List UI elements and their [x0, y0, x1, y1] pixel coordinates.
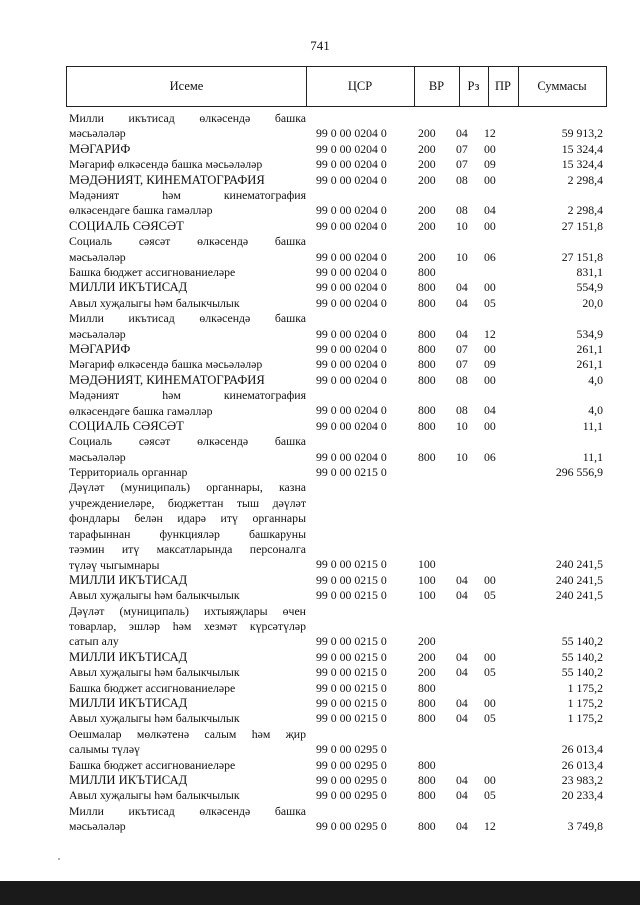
- row-csr: 99 0 00 0295 0: [316, 772, 387, 787]
- row-csr: 99 0 00 0204 0: [316, 126, 387, 141]
- row-name: [69, 388, 306, 419]
- row-name-line: Милли икътисад өлкәсендә башка: [69, 111, 306, 125]
- row-name-line: МИЛЛИ ИКЪТИСАД: [69, 280, 188, 295]
- table-header: [66, 66, 607, 107]
- row-sum: 26 013,4: [561, 757, 603, 772]
- row-pr: 05: [484, 665, 496, 680]
- row-vr: 800: [418, 357, 436, 372]
- row-name: [69, 234, 306, 265]
- row-sum: 11,1: [582, 449, 603, 464]
- row-pr: 06: [484, 249, 496, 264]
- row-name-line: Милли икътисад өлкәсендә башка: [69, 311, 306, 326]
- row-rz: 08: [456, 172, 468, 187]
- row-name-line: Мәдәният һәм кинематография: [69, 388, 306, 403]
- table-row: [66, 465, 607, 480]
- row-sum: 296 556,9: [555, 465, 603, 480]
- row-name: [69, 419, 306, 434]
- row-vr: 200: [418, 634, 436, 649]
- row-pr: 06: [484, 449, 496, 464]
- table-row: [66, 588, 607, 603]
- row-csr: 99 0 00 0204 0: [316, 157, 387, 172]
- row-sum: 20,0: [582, 295, 603, 310]
- row-name: [69, 111, 306, 142]
- row-vr: 200: [418, 203, 436, 218]
- row-rz: 10: [456, 449, 468, 464]
- row-name: [69, 465, 306, 480]
- row-name-line: сатып алу: [69, 634, 119, 649]
- row-csr: 99 0 00 0215 0: [316, 711, 387, 726]
- row-pr: 00: [484, 341, 496, 356]
- row-sum: 27 151,8: [561, 218, 603, 233]
- row-csr: 99 0 00 0204 0: [316, 280, 387, 295]
- scan-bottom-edge: [0, 881, 640, 905]
- row-name-line: Мәдәният һәм кинематография: [69, 187, 306, 202]
- header-rz: Рз: [459, 67, 489, 106]
- row-name: [69, 296, 306, 311]
- row-name-line: Башка бюджет ассигнованиеләре: [69, 264, 236, 279]
- row-name-line: өлкәсендәге башка гамәлләр: [69, 203, 213, 218]
- row-rz: 04: [456, 665, 468, 680]
- row-vr: 800: [418, 695, 436, 710]
- table-row: [66, 419, 607, 434]
- row-name-line: Социаль сәясәт өлкәсендә башка: [69, 234, 306, 249]
- row-pr: 00: [484, 141, 496, 156]
- row-sum: 1 175,2: [567, 711, 603, 726]
- row-pr: 12: [484, 326, 496, 341]
- row-name-line: МИЛЛИ ИКЪТИСАД: [69, 696, 188, 710]
- row-vr: 800: [418, 449, 436, 464]
- row-vr: 800: [418, 757, 436, 772]
- row-name: [69, 311, 306, 342]
- row-sum: 1 175,2: [567, 680, 603, 695]
- row-csr: 99 0 00 0215 0: [316, 634, 387, 649]
- table-row: [66, 280, 607, 295]
- row-name-line: Авыл хуҗалыгы һәм балыкчылык: [69, 788, 240, 803]
- row-name: [69, 142, 306, 157]
- row-sum: 4,0: [588, 403, 603, 418]
- row-csr: 99 0 00 0215 0: [316, 680, 387, 695]
- row-name-line: Авыл хуҗалыгы һәм балыкчылык: [69, 711, 240, 726]
- table-row: [66, 357, 607, 372]
- row-pr: 00: [484, 172, 496, 187]
- row-name: [69, 711, 306, 726]
- row-name-line: МИЛЛИ ИКЪТИСАД: [69, 649, 188, 664]
- row-name: [69, 727, 306, 758]
- row-name-line: мәсьәләләр: [69, 126, 126, 141]
- row-sum: 240 241,5: [555, 572, 603, 587]
- row-rz: 04: [456, 695, 468, 710]
- row-csr: 99 0 00 0204 0: [316, 264, 387, 279]
- table-row: [66, 665, 607, 680]
- row-pr: 09: [484, 157, 496, 172]
- row-name-line: Оешмалар мөлкәтенә салым һәм җир: [69, 726, 306, 741]
- row-name-line: Дәүләт (муниципаль) органнары, казна: [69, 480, 306, 495]
- row-rz: 04: [456, 126, 468, 141]
- row-sum: 15 324,4: [561, 157, 603, 172]
- row-rz: 10: [456, 249, 468, 264]
- row-name-line: МИЛЛИ ИКЪТИСАД: [69, 572, 188, 587]
- row-vr: 800: [418, 341, 436, 356]
- row-sum: 2 298,4: [567, 203, 603, 218]
- row-vr: 800: [418, 326, 436, 341]
- row-name: [69, 588, 306, 603]
- table-row: [66, 650, 607, 665]
- row-vr: 200: [418, 126, 436, 141]
- row-pr: 00: [484, 695, 496, 710]
- row-sum: 2 298,4: [567, 172, 603, 187]
- table-row: [66, 788, 607, 803]
- row-csr: 99 0 00 0204 0: [316, 418, 387, 433]
- row-sum: 1 175,2: [567, 695, 603, 710]
- row-name: [69, 604, 306, 650]
- table-row: [66, 311, 607, 342]
- row-rz: 04: [456, 772, 468, 787]
- row-vr: 800: [418, 280, 436, 295]
- row-vr: 800: [418, 680, 436, 695]
- table-row: [66, 573, 607, 588]
- row-csr: 99 0 00 0295 0: [316, 788, 387, 803]
- row-csr: 99 0 00 0204 0: [316, 141, 387, 156]
- row-csr: 99 0 00 0204 0: [316, 403, 387, 418]
- row-sum: 55 140,2: [561, 665, 603, 680]
- row-csr: 99 0 00 0204 0: [316, 341, 387, 356]
- row-rz: 04: [456, 649, 468, 664]
- row-csr: 99 0 00 0204 0: [316, 372, 387, 387]
- row-name: [69, 342, 306, 357]
- row-sum: 3 749,8: [567, 819, 603, 834]
- row-rz: 08: [456, 372, 468, 387]
- table-row: [66, 265, 607, 280]
- row-rz: 10: [456, 418, 468, 433]
- row-pr: 12: [484, 819, 496, 834]
- row-sum: 15 324,4: [561, 141, 603, 156]
- table-row: [66, 111, 607, 142]
- row-vr: 200: [418, 218, 436, 233]
- row-rz: 08: [456, 403, 468, 418]
- row-rz: 07: [456, 357, 468, 372]
- row-rz: 04: [456, 326, 468, 341]
- row-rz: 04: [456, 819, 468, 834]
- row-vr: 800: [418, 418, 436, 433]
- row-sum: 4,0: [588, 372, 603, 387]
- row-name-line: Территориаль органнар: [69, 465, 188, 480]
- row-name-line: Башка бюджет ассигнованиеләре: [69, 680, 236, 695]
- row-csr: 99 0 00 0204 0: [316, 326, 387, 341]
- row-name: [69, 280, 306, 295]
- row-csr: 99 0 00 0295 0: [316, 819, 387, 834]
- header-csr: ЦСР: [306, 67, 415, 106]
- row-pr: 05: [484, 788, 496, 803]
- row-name: [69, 665, 306, 680]
- row-name-line: учреждениеләре, бюджеттан тыш дәүләт: [69, 495, 306, 510]
- row-csr: 99 0 00 0204 0: [316, 357, 387, 372]
- row-sum: 534,9: [576, 326, 603, 341]
- row-name: [69, 480, 306, 572]
- row-sum: 20 233,4: [561, 788, 603, 803]
- row-name-line: товарлар, эшләр һәм хезмәт күрсәтүләр: [69, 619, 306, 634]
- row-vr: 800: [418, 403, 436, 418]
- row-sum: 554,9: [576, 280, 603, 295]
- row-vr: 200: [418, 172, 436, 187]
- row-name: [69, 773, 306, 788]
- row-csr: 99 0 00 0215 0: [316, 695, 387, 710]
- row-vr: 200: [418, 249, 436, 264]
- row-sum: 261,1: [576, 341, 603, 356]
- row-rz: 04: [456, 711, 468, 726]
- row-name: [69, 804, 306, 835]
- row-sum: 240 241,5: [555, 588, 603, 603]
- row-vr: 800: [418, 295, 436, 310]
- row-name-line: Башка бюджет ассигнованиеләре: [69, 757, 236, 772]
- row-csr: 99 0 00 0215 0: [316, 557, 387, 572]
- row-name: [69, 188, 306, 219]
- table-row: [66, 696, 607, 711]
- row-rz: 04: [456, 572, 468, 587]
- row-pr: 05: [484, 711, 496, 726]
- table-row: [66, 173, 607, 188]
- row-pr: 04: [484, 403, 496, 418]
- row-name: [69, 650, 306, 665]
- table-row: [66, 219, 607, 234]
- row-rz: 04: [456, 295, 468, 310]
- header-pr: ПР: [488, 67, 519, 106]
- row-rz: 04: [456, 280, 468, 295]
- table-row: [66, 234, 607, 265]
- row-name-line: мәсьәләләр: [69, 249, 126, 264]
- row-vr: 800: [418, 819, 436, 834]
- table-row: [66, 804, 607, 835]
- row-pr: 09: [484, 357, 496, 372]
- row-name: [69, 758, 306, 773]
- row-rz: 07: [456, 341, 468, 356]
- row-rz: 04: [456, 588, 468, 603]
- table-row: [66, 758, 607, 773]
- table-row: [66, 727, 607, 758]
- table-row: [66, 434, 607, 465]
- table-row: [66, 388, 607, 419]
- table-body: [66, 111, 607, 835]
- row-rz: 07: [456, 141, 468, 156]
- row-name: [69, 573, 306, 588]
- scan-speck: [58, 858, 60, 860]
- row-name-line: МӘГАРИФ: [69, 141, 131, 156]
- row-vr: 200: [418, 649, 436, 664]
- table-row: [66, 142, 607, 157]
- row-name-line: МӘГАРИФ: [69, 341, 131, 356]
- row-name-line: мәсьәләләр: [69, 449, 126, 464]
- row-name: [69, 173, 306, 188]
- row-pr: 12: [484, 126, 496, 141]
- row-sum: 831,1: [576, 264, 603, 279]
- row-csr: 99 0 00 0215 0: [316, 649, 387, 664]
- row-sum: 55 140,2: [561, 634, 603, 649]
- row-name-line: Авыл хуҗалыгы һәм балыкчылык: [69, 588, 240, 603]
- row-name-line: тарафыннан функцияләр башкаруны: [69, 526, 306, 541]
- table-row: [66, 188, 607, 219]
- row-name: [69, 696, 306, 711]
- row-name-line: салымы түләү: [69, 742, 140, 757]
- header-sum: Суммасы: [537, 79, 587, 93]
- row-name-line: түләү чыгымнары: [69, 557, 160, 572]
- row-sum: 27 151,8: [561, 249, 603, 264]
- table-row: [66, 480, 607, 572]
- row-pr: 00: [484, 218, 496, 233]
- row-name-line: Авыл хуҗалыгы һәм балыкчылык: [69, 295, 240, 310]
- row-sum: 59 913,2: [561, 126, 603, 141]
- row-vr: 800: [418, 788, 436, 803]
- row-name-line: тәэмин итү максатларында персоналга: [69, 542, 306, 557]
- row-name: [69, 788, 306, 803]
- table-row: [66, 157, 607, 172]
- row-pr: 04: [484, 203, 496, 218]
- row-csr: 99 0 00 0204 0: [316, 295, 387, 310]
- row-name: [69, 265, 306, 280]
- row-pr: 00: [484, 372, 496, 387]
- row-vr: 100: [418, 588, 436, 603]
- table-row: [66, 681, 607, 696]
- row-csr: 99 0 00 0295 0: [316, 757, 387, 772]
- row-sum: 23 983,2: [561, 772, 603, 787]
- row-pr: 00: [484, 418, 496, 433]
- table-row: [66, 342, 607, 357]
- row-name-line: СОЦИАЛЬ СӘЯСӘТ: [69, 218, 184, 233]
- row-name-line: мәсьәләләр: [69, 326, 126, 341]
- row-pr: 00: [484, 649, 496, 664]
- table-row: [66, 773, 607, 788]
- row-name-line: мәсьәләләр: [69, 819, 126, 834]
- row-name: [69, 373, 306, 388]
- row-rz: 04: [456, 788, 468, 803]
- row-name: [69, 681, 306, 696]
- row-rz: 08: [456, 203, 468, 218]
- row-rz: 10: [456, 218, 468, 233]
- row-csr: 99 0 00 0204 0: [316, 172, 387, 187]
- row-pr: 05: [484, 588, 496, 603]
- row-name-line: МӘДӘНИЯТ, КИНЕМАТОГРАФИЯ: [69, 172, 265, 187]
- row-name-line: МИЛЛИ ИКЪТИСАД: [69, 772, 188, 787]
- row-csr: 99 0 00 0204 0: [316, 249, 387, 264]
- row-name-line: Дәүләт (муниципаль) ихтыяҗлары өчен: [69, 603, 306, 618]
- row-name-line: Социаль сәясәт өлкәсендә башка: [69, 434, 306, 449]
- row-name: [69, 357, 306, 372]
- row-pr: 00: [484, 572, 496, 587]
- row-name-line: МӘДӘНИЯТ, КИНЕМАТОГРАФИЯ: [69, 372, 265, 387]
- row-sum: 55 140,2: [561, 649, 603, 664]
- table-row: [66, 296, 607, 311]
- row-csr: 99 0 00 0204 0: [316, 218, 387, 233]
- row-name: [69, 434, 306, 465]
- row-vr: 200: [418, 141, 436, 156]
- row-vr: 800: [418, 264, 436, 279]
- row-name-line: фондлары белән идарә итү органнары: [69, 511, 306, 526]
- row-name: [69, 157, 306, 172]
- row-name-line: Мәгариф өлкәсендә башка мәсьәләләр: [69, 157, 263, 172]
- row-csr: 99 0 00 0215 0: [316, 588, 387, 603]
- row-csr: 99 0 00 0204 0: [316, 203, 387, 218]
- row-csr: 99 0 00 0204 0: [316, 449, 387, 464]
- table-row: [66, 373, 607, 388]
- row-vr: 200: [418, 665, 436, 680]
- row-sum: 26 013,4: [561, 742, 603, 757]
- row-name-line: өлкәсендәге башка гамәлләр: [69, 403, 213, 418]
- row-sum: 11,1: [582, 418, 603, 433]
- row-csr: 99 0 00 0295 0: [316, 742, 387, 757]
- row-vr: 100: [418, 572, 436, 587]
- row-name-line: Мәгариф өлкәсендә башка мәсьәләләр: [69, 357, 263, 372]
- row-vr: 200: [418, 157, 436, 172]
- row-vr: 100: [418, 557, 436, 572]
- row-rz: 07: [456, 157, 468, 172]
- row-pr: 05: [484, 295, 496, 310]
- page-number: 741: [310, 38, 330, 53]
- row-csr: 99 0 00 0215 0: [316, 572, 387, 587]
- header-vr: ВР: [414, 67, 460, 106]
- row-csr: 99 0 00 0215 0: [316, 665, 387, 680]
- row-pr: 00: [484, 280, 496, 295]
- table-row: [66, 604, 607, 650]
- row-name-line: СОЦИАЛЬ СӘЯСӘТ: [69, 418, 184, 433]
- row-name: [69, 219, 306, 234]
- row-vr: 800: [418, 772, 436, 787]
- table-row: [66, 711, 607, 726]
- row-vr: 800: [418, 372, 436, 387]
- row-sum: 261,1: [576, 357, 603, 372]
- row-sum: 240 241,5: [555, 557, 603, 572]
- row-pr: 00: [484, 772, 496, 787]
- row-vr: 800: [418, 711, 436, 726]
- row-name-line: Авыл хуҗалыгы һәм балыкчылык: [69, 665, 240, 680]
- row-csr: 99 0 00 0215 0: [316, 465, 387, 480]
- header-name: Исеме: [67, 67, 307, 106]
- row-name-line: Милли икътисад өлкәсендә башка: [69, 803, 306, 818]
